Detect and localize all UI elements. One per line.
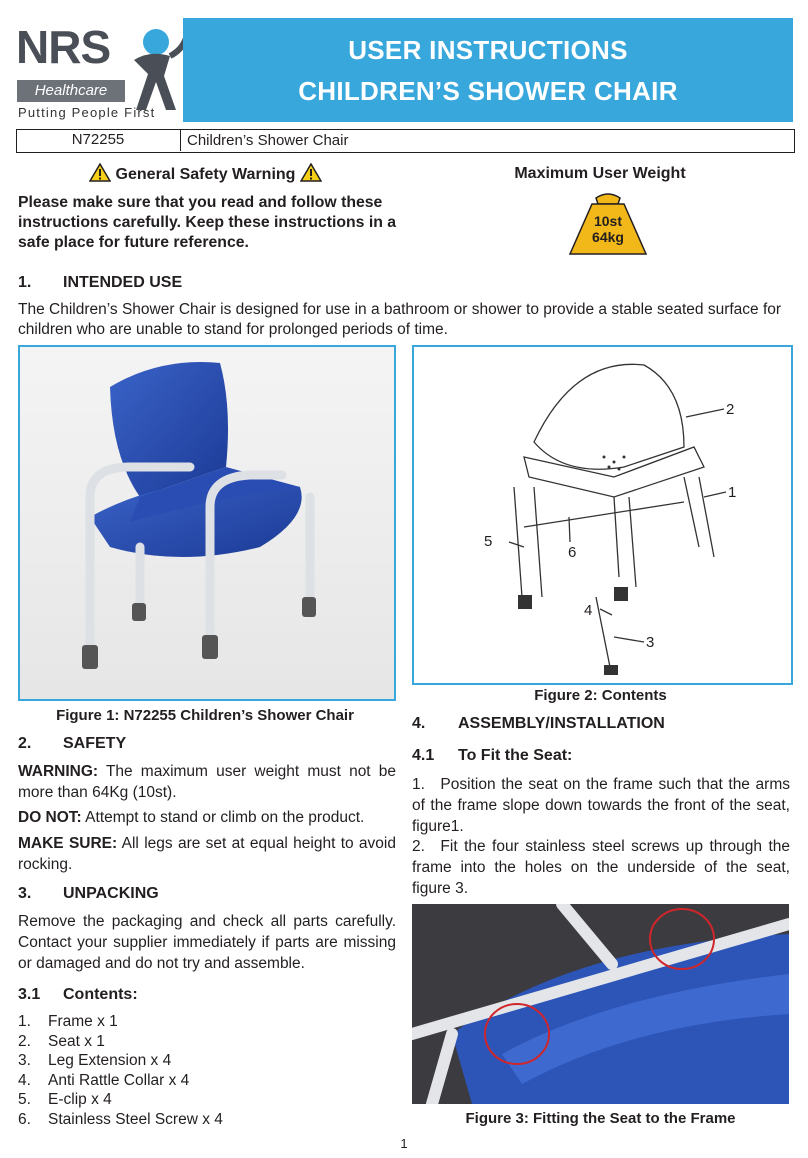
general-safety-heading [18,163,393,184]
shower-chair-photo-icon [20,347,394,699]
donot-text: Attempt to stand or climb on the product. [81,809,365,826]
figure2-diagram [412,345,793,685]
figure2-callout: 2 [726,401,735,418]
list-item: 4. Anti Rattle Collar x 4 [18,1071,190,1089]
list-item: 1. Frame x 1 [18,1013,118,1030]
makesure-text: All legs are set at equal height to avoid rocking. [18,835,396,873]
section4-title: ASSEMBLY/INSTALLATION [458,715,665,732]
warning-triangle-icon [89,163,111,182]
page-title [183,30,793,112]
section4-number: 4. [412,715,426,732]
assembly-step-1: 1. Position the seat on the frame such that the arms of the frame slope down towards the front of the seat, figure1. [412,776,790,835]
section3-title: UNPACKING [63,885,159,902]
list-item: 5. E-clip x 4 [18,1091,112,1108]
general-safety-heading-text: General Safety Warning [115,166,296,183]
list-item: 6. Stainless Steel Screw x 4 [18,1110,223,1128]
page-title-line2: CHILDREN’S SHOWER CHAIR [298,76,678,106]
section3-text: Remove the packaging and check all parts carefully. Contact your supplier immediately if parts are missing or damaged and do not try and assemble. [18,913,396,972]
list-item: 2. Seat x 1 [18,1032,105,1050]
assembly-step-2: 2. Fit the four stainless steel screws up through the frame into the holes on the underside of the seat, figure 3. [412,838,790,897]
section3-number: 3. [18,885,32,902]
weight-kg: 64kg [592,229,624,245]
figure2-caption: Figure 2: Contents [534,687,667,704]
figure2-callout: 1 [728,484,737,501]
section1-number: 1. [18,274,32,291]
section41-number: 4.1 [412,747,435,764]
section31-number: 3.1 [18,986,41,1003]
figure1-caption: Figure 1: N72255 Children’s Shower Chair [56,707,354,724]
weight-badge-label [566,213,650,245]
figure3-caption: Figure 3: Fitting the Seat to the Frame [465,1110,736,1127]
logo-subtext: Healthcare [17,80,125,102]
max-weight-heading: Maximum User Weight [514,165,686,182]
figure1-photo [18,345,396,701]
figure2-callout: 3 [646,634,655,651]
makesure-label: MAKE SURE: [18,835,118,852]
exploded-chair-diagram-icon [414,347,791,683]
section2-number: 2. [18,735,32,752]
figure2-callout: 4 [584,602,593,619]
warning-label: WARNING: [18,763,99,780]
section1-text: The Children’s Shower Chair is designed for use in a bathroom or shower to provide a stable seated surface for children who are unable to stand for prolonged periods of time. [18,301,782,338]
donot-label: DO NOT: [18,809,82,826]
logo-figure-icon [120,20,190,112]
section41-title: To Fit the Seat: [458,747,573,764]
weight-st: 10st [593,213,623,229]
page-number: 1 [400,1136,408,1151]
logo-tagline: Putting People First [18,105,156,120]
contents-list [18,1012,396,1129]
warning-text: The maximum user weight must not be more than 64Kg (10st). [18,763,396,801]
product-name: Children’s Shower Chair [187,132,349,149]
section31-title: Contents: [63,986,138,1003]
warning-triangle-icon [300,163,322,182]
section1-title: INTENDED USE [63,274,183,291]
page-title-line1: USER INSTRUCTIONS [348,35,628,65]
makesure-para [18,833,396,875]
figure3-photo [412,904,789,1104]
list-item: 3. Leg Extension x 4 [18,1052,172,1069]
donot-para [18,807,396,828]
safety-warning-text: Please make sure that you read and follow these instructions carefully. Keep these instructions in a safe place for future reference. [18,194,397,251]
figure2-callout: 5 [484,533,493,550]
logo-text: NRS [16,21,111,73]
section2-title: SAFETY [63,735,127,752]
safety-warning-para [18,761,396,803]
figure2-callout: 6 [568,544,577,561]
fitting-seat-photo-icon [412,904,789,1104]
product-code: N72255 [16,129,181,151]
